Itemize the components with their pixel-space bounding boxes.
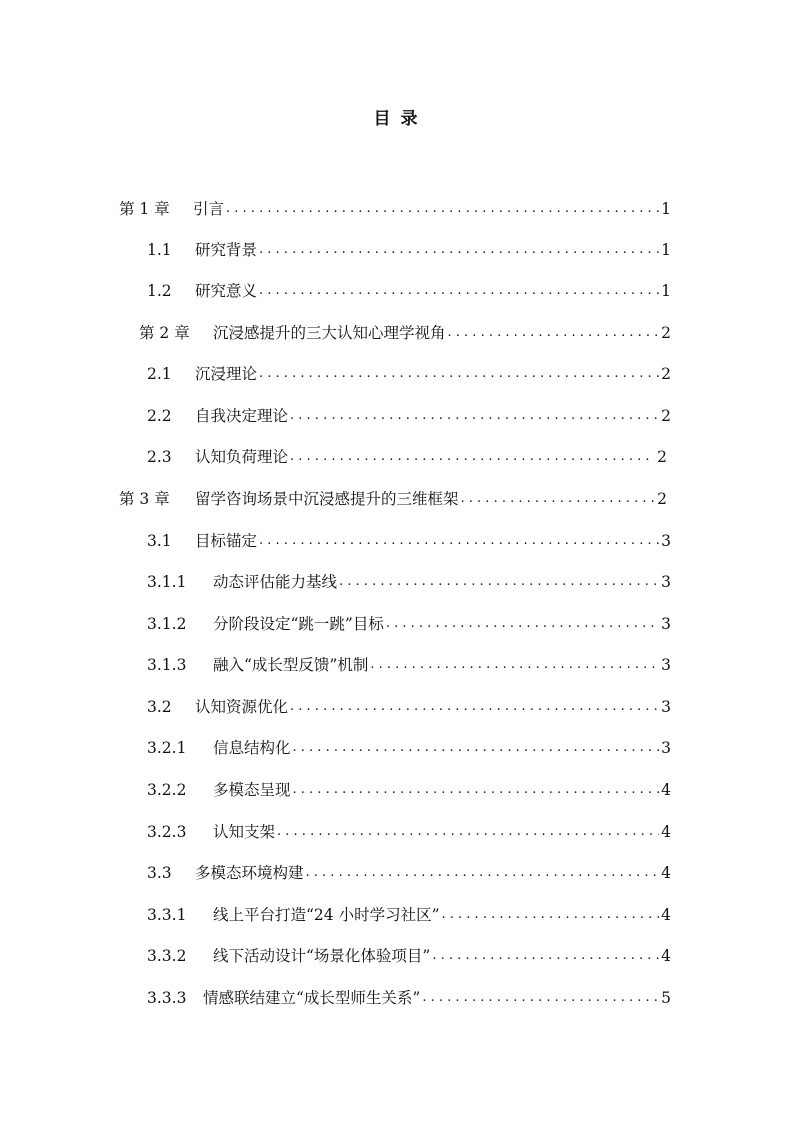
toc-entry-number: 3.1.2 [147, 615, 187, 633]
toc-entry-title: 融入“成长型反馈”机制 [213, 656, 369, 674]
toc-entry-title: 认知负荷理论 [195, 448, 289, 466]
toc-entry-3-1-1[interactable] [147, 567, 671, 593]
toc-entry-page: 2 [661, 407, 671, 425]
toc-entry-title: 引言 [193, 200, 225, 218]
toc-entry-page: 3 [661, 739, 671, 757]
toc-entry-title: 多模态环境构建 [195, 864, 304, 882]
toc-entry-3-1-2[interactable] [147, 609, 671, 635]
toc-entry-number: 3.2.2 [147, 781, 187, 799]
toc-leader-dots [259, 530, 659, 552]
toc-leader-dots [386, 613, 659, 635]
toc-entry-number: 3.2.1 [147, 739, 187, 757]
toc-entry-2-3[interactable] [147, 442, 667, 468]
toc-leader-dots [448, 322, 660, 344]
toc-leader-dots [432, 945, 659, 967]
toc-entry-page: 3 [661, 573, 671, 591]
toc-entry-page: 2 [657, 448, 667, 466]
toc-leader-dots [339, 571, 659, 593]
toc-entry-3-1-3[interactable] [147, 650, 671, 676]
toc-entry-title: 信息结构化 [213, 739, 291, 757]
toc-entry-number: 3.3.2 [147, 947, 187, 965]
toc-entry-number: 2.1 [147, 365, 172, 383]
toc-entry-page: 4 [661, 864, 671, 882]
toc-entry-number: 1.2 [147, 282, 172, 300]
toc-entry-number: 第 1 章 [119, 200, 170, 218]
toc-entry-1-2[interactable] [147, 276, 671, 302]
toc-entry-number: 第 3 章 [119, 490, 170, 508]
toc-entry-number: 3.1 [147, 532, 172, 550]
toc-entry-title: 线下活动设计“场景化体验项目” [213, 947, 431, 965]
toc-entry-page: 4 [661, 823, 671, 841]
toc-entry-title: 多模态呈现 [213, 781, 291, 799]
toc-leader-dots [442, 904, 660, 926]
toc-entry-page: 1 [661, 282, 671, 300]
toc-entry-title: 研究意义 [195, 282, 258, 300]
toc-entry-chapter-1[interactable] [119, 194, 671, 220]
toc-entry-page: 4 [661, 906, 671, 924]
toc-leader-dots [259, 280, 659, 302]
toc-entry-1-1[interactable] [147, 235, 671, 261]
toc-leader-dots [290, 446, 655, 468]
toc-entry-page: 3 [661, 656, 671, 674]
toc-entry-page: 1 [661, 241, 671, 259]
toc-entry-number: 3.3.3 [147, 989, 187, 1007]
toc-entry-number: 2.2 [147, 407, 172, 425]
toc-entry-title: 沉浸理论 [195, 365, 258, 383]
toc-leader-dots [290, 696, 659, 718]
toc-entry-3-2-1[interactable] [147, 733, 671, 759]
toc-entry-title: 认知支架 [213, 823, 276, 841]
toc-leader-dots [259, 239, 659, 261]
toc-entry-2-1[interactable] [147, 359, 671, 385]
toc-entry-title: 沉浸感提升的三大认知心理学视角 [213, 324, 446, 342]
toc-leader-dots [290, 405, 659, 427]
toc-entry-number: 3.3.1 [147, 906, 187, 924]
toc-entry-page: 2 [657, 490, 667, 508]
toc-entry-title: 分阶段设定“跳一跳”目标 [213, 615, 384, 633]
toc-entry-title: 线上平台打造“24 小时学习社区” [213, 906, 440, 924]
toc-leader-dots [422, 987, 659, 1009]
toc-entry-3-3-3[interactable] [147, 983, 671, 1009]
toc-entry-page: 1 [661, 200, 671, 218]
toc-entry-chapter-2[interactable] [139, 318, 671, 344]
toc-entry-page: 4 [661, 781, 671, 799]
toc-entry-page: 3 [661, 698, 671, 716]
toc-entry-title: 留学咨询场景中沉浸感提升的三维框架 [195, 490, 459, 508]
toc-entry-number: 3.3 [147, 864, 172, 882]
toc-leader-dots [226, 198, 659, 220]
toc-entry-title: 情感联结建立“成长型师生关系” [203, 989, 421, 1007]
toc-entry-3-3[interactable] [147, 858, 671, 884]
toc-entry-number: 第 2 章 [139, 324, 190, 342]
toc-entry-title: 动态评估能力基线 [213, 573, 338, 591]
toc-title: 目 录 [373, 109, 420, 129]
toc-entry-number: 1.1 [147, 241, 172, 259]
toc-entry-3-1[interactable] [147, 526, 671, 552]
toc-entry-number: 2.3 [147, 448, 172, 466]
toc-entry-3-3-2[interactable] [147, 941, 671, 967]
toc-entry-number: 3.2 [147, 698, 172, 716]
toc-entry-title: 认知资源优化 [195, 698, 289, 716]
toc-entry-3-2-3[interactable] [147, 817, 671, 843]
toc-entry-3-3-1[interactable] [147, 900, 671, 926]
toc-leader-dots [259, 363, 659, 385]
toc-leader-dots [370, 654, 659, 676]
toc-entry-page: 5 [661, 989, 671, 1007]
toc-entry-chapter-3[interactable] [119, 484, 667, 510]
toc-entry-3-2-2[interactable] [147, 775, 671, 801]
toc-leader-dots [293, 779, 660, 801]
toc-entry-3-2[interactable] [147, 692, 671, 718]
toc-entry-title: 研究背景 [195, 241, 258, 259]
toc-entry-2-2[interactable] [147, 401, 671, 427]
toc-leader-dots [306, 862, 660, 884]
toc-entry-title: 目标锚定 [195, 532, 258, 550]
toc-entry-page: 3 [661, 615, 671, 633]
toc-entry-title: 自我决定理论 [195, 407, 289, 425]
toc-entry-number: 3.2.3 [147, 823, 187, 841]
toc-entry-page: 4 [661, 947, 671, 965]
toc-leader-dots [293, 737, 660, 759]
toc-entry-page: 3 [661, 532, 671, 550]
toc-entry-number: 3.1.1 [147, 573, 187, 591]
toc-entry-page: 2 [661, 365, 671, 383]
toc-entry-number: 3.1.3 [147, 656, 187, 674]
toc-leader-dots [461, 488, 656, 510]
toc-entry-page: 2 [661, 324, 671, 342]
toc-leader-dots [277, 821, 659, 843]
